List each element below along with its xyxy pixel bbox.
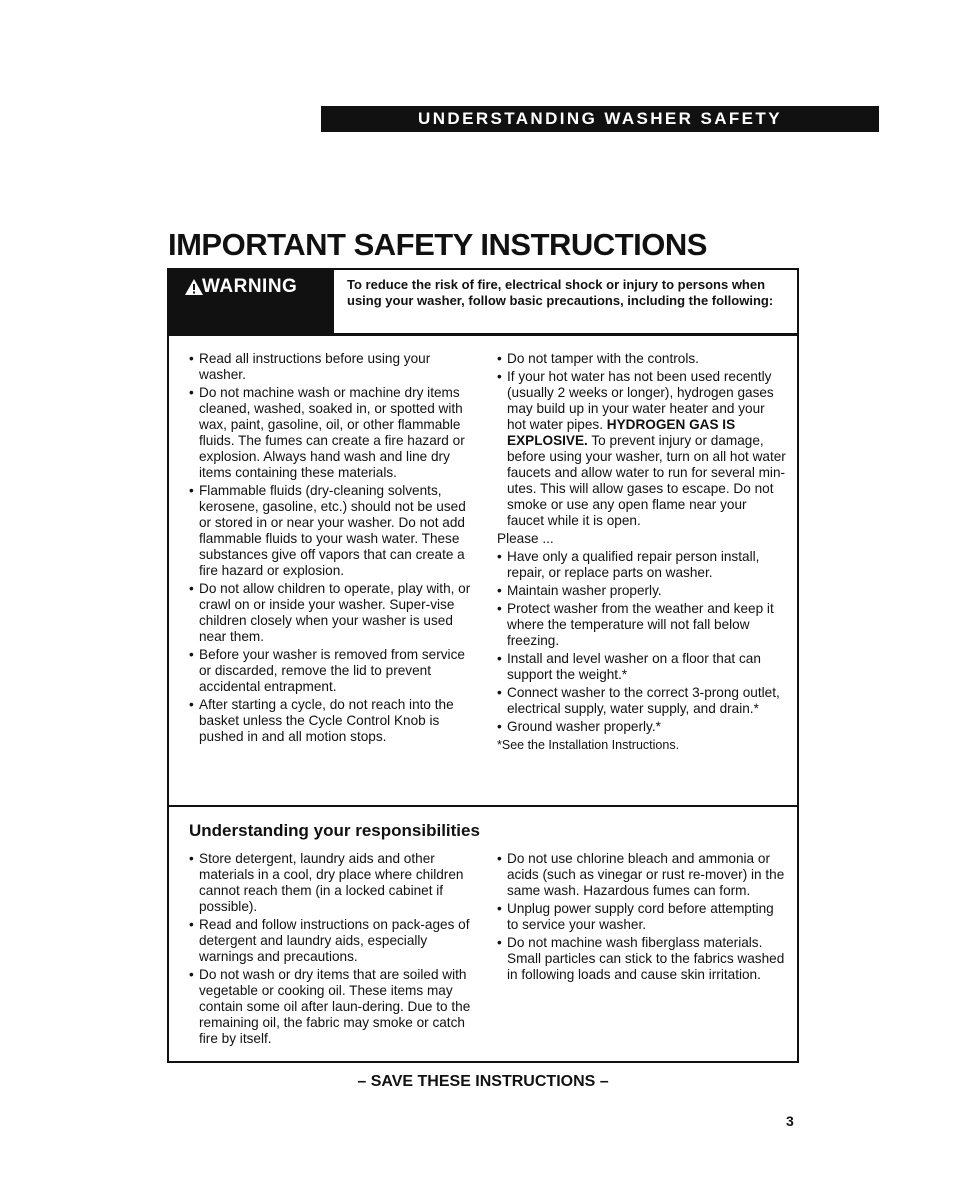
safety-content-box bbox=[167, 331, 799, 1063]
responsibilities-list-right bbox=[497, 851, 787, 985]
list-item: • Do not use chlorine bleach and ammonia or acids (such as vinegar or rust re-mover) in the same wash. Hazardous fumes can form. bbox=[497, 851, 787, 899]
warning-word: WARNING bbox=[202, 276, 298, 297]
list-item: • Read all instructions before using your washer. bbox=[189, 351, 479, 383]
list-item: • Read and follow instructions on pack-ages of detergent and laundry aids, especially warnings and precautions. bbox=[189, 917, 479, 965]
list-item: • Do not machine wash fiberglass materials. Small particles can stick to the fabrics washed in following loads and cause skin irritation. bbox=[497, 935, 787, 983]
list-item: • Protect washer from the weather and keep it where the temperature will not fall below freezing. bbox=[497, 601, 787, 649]
list-item: • Do not allow children to operate, play with, or crawl on or inside your washer. Super-vise children closely when your washer is used near them. bbox=[189, 581, 479, 645]
save-instructions-footer: – SAVE THESE INSTRUCTIONS – bbox=[357, 1073, 609, 1090]
list-item: • Do not tamper with the controls. bbox=[497, 351, 787, 367]
hydrogen-warning-caps: HYDROGEN GAS IS EXPLOSIVE. bbox=[507, 417, 736, 448]
hydrogen-text-lead: If your hot water has not been used recently (usually 2 weeks or longer), hydrogen gases may build up in your water heater and your hot water pipes. bbox=[507, 369, 774, 432]
warning-box bbox=[167, 268, 799, 336]
safety-list-right bbox=[497, 351, 787, 755]
warning-text: To reduce the risk of fire, electrical shock or injury to persons when using your washer, follow basic precautions, including the following: bbox=[347, 277, 774, 308]
list-item bbox=[497, 369, 787, 529]
list-item: • Ground washer properly.* bbox=[497, 719, 787, 735]
warning-triangle-icon bbox=[184, 278, 204, 296]
list-item: • After starting a cycle, do not reach into the basket unless the Cycle Control Knob is pushed in and all motion stops. bbox=[189, 697, 479, 745]
section-header-bar: UNDERSTANDING WASHER SAFETY bbox=[321, 106, 879, 132]
safety-list-left bbox=[189, 351, 479, 747]
responsibilities-list-left bbox=[189, 851, 479, 1049]
list-item: • Do not machine wash or machine dry items cleaned, washed, soaked in, or spotted with wax, paint, gasoline, oil, or other flammable fluids. The fumes can create a fire hazard or explosion. Always hand wash and line dry items containing these materials. bbox=[189, 385, 479, 481]
warning-label bbox=[169, 270, 334, 333]
list-item: • Install and level washer on a floor that can support the weight.* bbox=[497, 651, 787, 683]
list-item: • Do not wash or dry items that are soiled with vegetable or cooking oil. These items may contain some oil after laun-dering. Due to the remaining oil, the fabric may smoke or catch fire by itself. bbox=[189, 967, 479, 1047]
page-number: 3 bbox=[786, 1113, 794, 1129]
installation-footnote: *See the Installation Instructions. bbox=[497, 738, 680, 752]
list-item: • Before your washer is removed from service or discarded, remove the lid to prevent accidental entrapment. bbox=[189, 647, 479, 695]
list-item: • Have only a qualified repair person install, repair, or replace parts on washer. bbox=[497, 549, 787, 581]
responsibilities-title: Understanding your responsibilities bbox=[189, 821, 480, 840]
list-item: • Flammable fluids (dry-cleaning solvents, kerosene, gasoline, etc.) should not be used or stored in or near your washer. Do not add flammable fluids to your wash water. These substances give off vapors that can create a fire hazard or explosion. bbox=[189, 483, 479, 579]
section-divider bbox=[169, 805, 797, 807]
list-item: • Connect washer to the correct 3-prong outlet, electrical supply, water supply, and drain.* bbox=[497, 685, 787, 717]
please-label: Please ... bbox=[497, 531, 554, 546]
list-item: • Maintain washer properly. bbox=[497, 583, 787, 599]
hydrogen-text-tail: To prevent injury or damage, before using your washer, turn on all hot water faucets and allow water to run for several min-utes. This will allow gases to escape. Do not smoke or use any open flame near your faucet while it is open. bbox=[507, 433, 786, 528]
page-title: IMPORTANT SAFETY INSTRUCTIONS bbox=[168, 227, 707, 262]
list-item: • Unplug power supply cord before attempting to service your washer. bbox=[497, 901, 787, 933]
list-item: • Store detergent, laundry aids and other materials in a cool, dry place where children cannot reach them (in a locked cabinet if possible). bbox=[189, 851, 479, 915]
